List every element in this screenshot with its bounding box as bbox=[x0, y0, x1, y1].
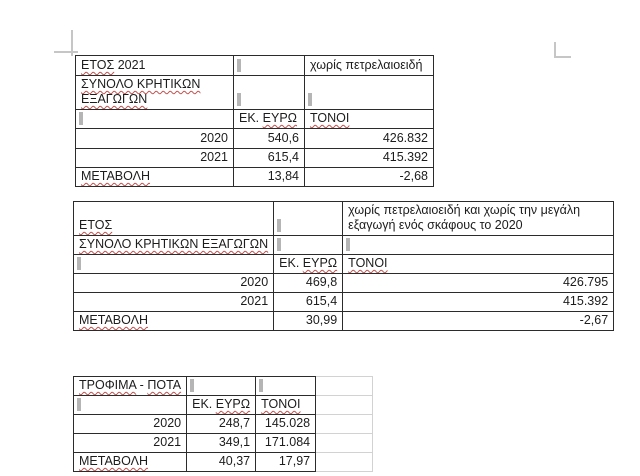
euro-value-cell[interactable] bbox=[187, 434, 256, 453]
table-total-exports-2021 bbox=[75, 55, 434, 187]
euro-value-cell[interactable] bbox=[187, 415, 256, 434]
tons-value-cell[interactable] bbox=[305, 168, 434, 187]
year-cell[interactable] bbox=[76, 129, 234, 149]
euro-change: 30,99 bbox=[305, 313, 338, 327]
change-label: ΜΕΤΑΒΟΛΗ bbox=[79, 454, 149, 468]
title-year: 2021 bbox=[117, 58, 146, 72]
title-word: ΕΤΟΣ bbox=[79, 218, 113, 232]
cell-marker bbox=[77, 398, 81, 411]
euro-value-cell[interactable] bbox=[274, 293, 343, 312]
tons-change: -2,68 bbox=[399, 169, 428, 183]
subtitle-text: ΣΥΝΟΛΟ ΚΡΗΤΙΚΩΝ ΕΞΑΓΩΓΩΝ bbox=[79, 237, 269, 251]
header-euro-word: ΕΥΡΩ bbox=[215, 397, 251, 411]
gridline-cell bbox=[316, 396, 373, 415]
cell-marker bbox=[237, 93, 241, 106]
title-word: ΕΤΟΣ bbox=[81, 58, 115, 72]
header-tons: ΤΟΝΟΙ bbox=[310, 111, 350, 125]
table-row bbox=[74, 202, 614, 236]
euro-value-cell[interactable] bbox=[187, 453, 256, 472]
tons-value: 145.028 bbox=[264, 416, 311, 430]
title-cell[interactable] bbox=[76, 56, 234, 76]
euro-value: 349,1 bbox=[218, 435, 251, 449]
year-label: 2020 bbox=[200, 131, 228, 145]
tons-value-cell[interactable] bbox=[305, 129, 434, 149]
euro-value-cell[interactable] bbox=[234, 149, 305, 168]
table-row bbox=[74, 415, 373, 434]
tons-value-cell[interactable] bbox=[343, 274, 614, 293]
crop-mark-top-left-horizontal bbox=[54, 51, 78, 53]
table-row bbox=[76, 110, 434, 129]
tons-value-cell[interactable] bbox=[343, 293, 614, 312]
note-text: χωρίς πετρελαιοειδή bbox=[310, 58, 423, 72]
table-row bbox=[74, 396, 373, 415]
subtitle-cell[interactable] bbox=[74, 236, 274, 255]
euro-change: 40,37 bbox=[218, 454, 251, 468]
tons-value-cell[interactable] bbox=[256, 415, 316, 434]
header-tons: ΤΟΝΟΙ bbox=[348, 256, 388, 270]
tons-value-cell[interactable] bbox=[256, 453, 316, 472]
tons-change: 17,97 bbox=[278, 454, 311, 468]
tons-value: 426.832 bbox=[382, 131, 428, 145]
year-cell[interactable] bbox=[74, 274, 274, 293]
header-tons-cell[interactable] bbox=[343, 255, 614, 274]
gridline-cell bbox=[316, 415, 373, 434]
header-euro-prefix: ΕΚ. bbox=[192, 397, 213, 411]
title-word1: ΤΡΟΦΙΜΑ bbox=[79, 378, 137, 392]
cell-marker bbox=[237, 59, 241, 72]
cell-marker bbox=[77, 257, 81, 270]
header-euro-prefix: ΕΚ. bbox=[239, 111, 260, 125]
tons-value-cell[interactable] bbox=[343, 312, 614, 331]
cell-marker bbox=[346, 238, 350, 251]
empty-cell[interactable] bbox=[74, 255, 274, 274]
header-euro-prefix: ΕΚ. bbox=[279, 256, 300, 270]
tons-value: 415.392 bbox=[562, 294, 609, 308]
table-row bbox=[76, 168, 434, 187]
year-label: 2021 bbox=[153, 435, 182, 449]
euro-value-cell[interactable] bbox=[274, 274, 343, 293]
change-label-cell[interactable] bbox=[74, 453, 187, 472]
cell-marker bbox=[190, 379, 194, 392]
table-row bbox=[74, 293, 614, 312]
euro-value: 469,8 bbox=[305, 275, 338, 289]
euro-value-cell[interactable] bbox=[234, 129, 305, 149]
header-euro-word: ΕΥΡΩ bbox=[262, 111, 297, 125]
euro-change: 13,84 bbox=[267, 169, 299, 183]
title-separator: - bbox=[136, 378, 148, 392]
change-label: ΜΕΤΑΒΟΛΗ bbox=[79, 313, 149, 327]
change-label-cell[interactable] bbox=[76, 168, 234, 187]
gridline-cell bbox=[316, 453, 373, 472]
table-row bbox=[74, 434, 373, 453]
year-cell[interactable] bbox=[74, 415, 187, 434]
empty-cell[interactable] bbox=[76, 110, 234, 129]
subtitle-text: ΣΥΝΟΛΟ ΚΡΗΤΙΚΩΝ ΕΞΑΓΩΓΩΝ bbox=[81, 77, 201, 106]
change-label-cell[interactable] bbox=[74, 312, 274, 331]
cell-marker bbox=[79, 112, 83, 125]
table-row bbox=[74, 274, 614, 293]
table-row bbox=[74, 236, 614, 255]
year-cell[interactable] bbox=[74, 293, 274, 312]
euro-value: 615,4 bbox=[267, 150, 299, 164]
gridline-cell bbox=[316, 377, 373, 396]
empty-cell[interactable] bbox=[256, 377, 316, 396]
table-row bbox=[76, 149, 434, 168]
cell-marker bbox=[259, 379, 263, 392]
empty-cell[interactable] bbox=[187, 377, 256, 396]
euro-value: 248,7 bbox=[218, 416, 251, 430]
table-row bbox=[74, 453, 373, 472]
year-label: 2021 bbox=[240, 294, 269, 308]
year-cell[interactable] bbox=[74, 434, 187, 453]
year-label: 2021 bbox=[200, 150, 228, 164]
tons-value-cell[interactable] bbox=[305, 149, 434, 168]
tons-value: 426.795 bbox=[562, 275, 609, 289]
table-row bbox=[74, 255, 614, 274]
title-word2: ΠΟΤΑ bbox=[147, 378, 182, 392]
header-tons-cell[interactable] bbox=[256, 396, 316, 415]
cell-marker bbox=[308, 93, 312, 106]
empty-cell[interactable] bbox=[274, 236, 343, 255]
gridline-cell bbox=[316, 434, 373, 453]
header-euro-cell[interactable] bbox=[234, 110, 305, 129]
empty-cell[interactable] bbox=[343, 236, 614, 255]
header-euro-cell[interactable] bbox=[274, 255, 343, 274]
title-cell[interactable] bbox=[74, 377, 187, 396]
empty-cell[interactable] bbox=[305, 76, 434, 110]
table-total-exports-adjusted bbox=[73, 201, 614, 331]
title-cell[interactable] bbox=[74, 202, 274, 236]
empty-cell[interactable] bbox=[234, 56, 305, 76]
tons-change: -2,67 bbox=[579, 313, 609, 327]
header-tons-cell[interactable] bbox=[305, 110, 434, 129]
cell-marker bbox=[277, 219, 281, 232]
header-euro-word: ΕΥΡΩ bbox=[302, 256, 338, 270]
note-cell[interactable] bbox=[305, 56, 434, 76]
year-label: 2020 bbox=[153, 416, 182, 430]
header-euro-cell[interactable] bbox=[187, 396, 256, 415]
table-food-beverages bbox=[73, 376, 373, 472]
cell-marker bbox=[277, 238, 281, 251]
tons-value: 171.084 bbox=[264, 435, 311, 449]
euro-value: 540,6 bbox=[267, 131, 299, 145]
note-text: χωρίς πετρελαιοειδή και χωρίς την μεγάλη εξαγωγή ενός σκάφους το 2020 bbox=[348, 203, 581, 232]
tons-value: 415.392 bbox=[382, 150, 428, 164]
year-label: 2020 bbox=[240, 275, 269, 289]
table-row bbox=[76, 56, 434, 76]
table-row bbox=[76, 76, 434, 110]
crop-mark-top-right-horizontal bbox=[554, 56, 571, 58]
table-row bbox=[74, 312, 614, 331]
empty-cell[interactable] bbox=[274, 202, 343, 236]
euro-value-cell[interactable] bbox=[274, 312, 343, 331]
table-row bbox=[74, 377, 373, 396]
empty-cell[interactable] bbox=[234, 76, 305, 110]
empty-cell[interactable] bbox=[74, 396, 187, 415]
year-cell[interactable] bbox=[76, 149, 234, 168]
subtitle-cell[interactable] bbox=[76, 76, 234, 110]
euro-value: 615,4 bbox=[305, 294, 338, 308]
euro-value-cell[interactable] bbox=[234, 168, 305, 187]
note-cell[interactable] bbox=[343, 202, 614, 236]
change-label: ΜΕΤΑΒΟΛΗ bbox=[81, 169, 151, 183]
header-tons: ΤΟΝΟΙ bbox=[261, 397, 301, 411]
tons-value-cell[interactable] bbox=[256, 434, 316, 453]
table-row bbox=[76, 129, 434, 149]
